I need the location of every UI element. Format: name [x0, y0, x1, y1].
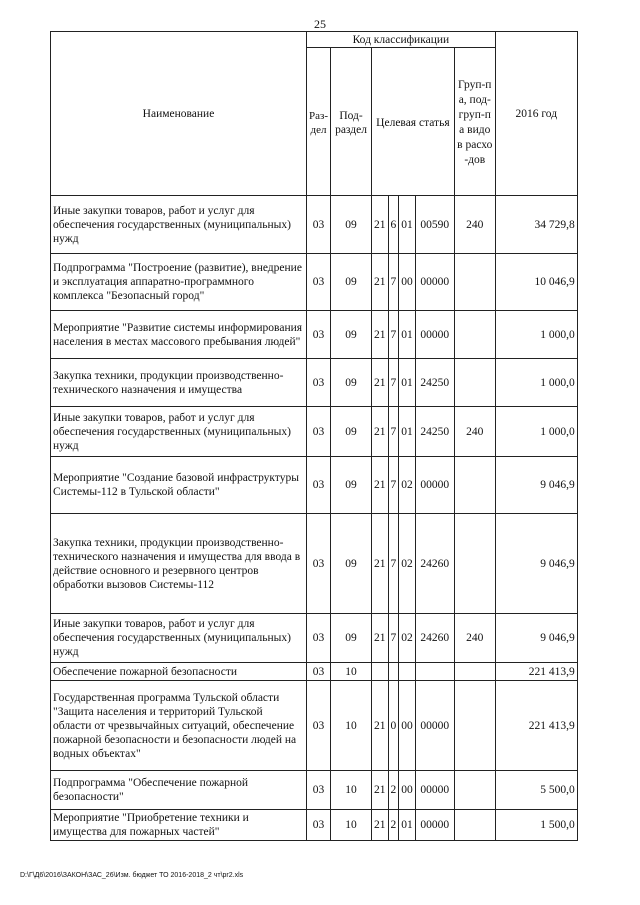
row-target-program: 21 — [372, 514, 389, 614]
row-podrazdel: 10 — [331, 810, 372, 841]
row-name: Мероприятие "Развитие системы информирования населения в местах массового пребывания людей" — [51, 311, 307, 359]
row-razdel: 03 — [307, 681, 331, 771]
row-target-program — [372, 663, 389, 681]
row-target-program: 21 — [372, 196, 389, 254]
table-row — [51, 196, 578, 254]
row-target-direction: 24260 — [415, 514, 454, 614]
row-expense-group — [454, 681, 495, 771]
row-target-direction: 00000 — [415, 311, 454, 359]
row-target-event: 02 — [399, 614, 416, 663]
row-target-event — [399, 663, 416, 681]
table-row — [51, 663, 578, 681]
row-target-direction: 24250 — [415, 407, 454, 457]
row-amount: 34 729,8 — [495, 196, 577, 254]
row-podrazdel: 10 — [331, 771, 372, 810]
row-name: Иные закупки товаров, работ и услуг для обеспечения государственных (муниципальных) нужд — [51, 407, 307, 457]
row-target-direction: 00000 — [415, 810, 454, 841]
row-target-subprogram: 0 — [388, 681, 399, 771]
row-podrazdel: 09 — [331, 196, 372, 254]
row-expense-group — [454, 254, 495, 311]
row-target-program: 21 — [372, 359, 389, 407]
row-name: Государственная программа Тульской области "Защита населения и территорий Тульской области от чрезвычайных ситуаций, обеспечение пожарной безопасности и безопасности людей на водных объектах" — [51, 681, 307, 771]
row-amount: 221 413,9 — [495, 681, 577, 771]
row-expense-group — [454, 514, 495, 614]
table-row — [51, 810, 578, 841]
row-amount: 1 000,0 — [495, 359, 577, 407]
table-row — [51, 771, 578, 810]
row-target-direction: 00000 — [415, 457, 454, 514]
row-razdel: 03 — [307, 457, 331, 514]
row-expense-group — [454, 663, 495, 681]
row-podrazdel: 09 — [331, 614, 372, 663]
row-target-subprogram: 7 — [388, 311, 399, 359]
row-target-event: 01 — [399, 407, 416, 457]
table-row — [51, 614, 578, 663]
row-razdel: 03 — [307, 514, 331, 614]
row-target-subprogram: 2 — [388, 810, 399, 841]
row-razdel: 03 — [307, 311, 331, 359]
table-row — [51, 514, 578, 614]
row-target-subprogram: 7 — [388, 407, 399, 457]
row-target-event: 02 — [399, 514, 416, 614]
row-name: Мероприятие "Приобретение техники и имущества для пожарных частей" — [51, 810, 307, 841]
row-target-event: 01 — [399, 359, 416, 407]
row-target-event: 00 — [399, 771, 416, 810]
row-target-subprogram: 7 — [388, 514, 399, 614]
row-podrazdel: 10 — [331, 681, 372, 771]
row-amount: 1 500,0 — [495, 810, 577, 841]
row-expense-group — [454, 771, 495, 810]
table-row — [51, 681, 578, 771]
table-row — [51, 359, 578, 407]
row-name: Иные закупки товаров, работ и услуг для обеспечения государственных (муниципальных) нужд — [51, 196, 307, 254]
header-expense-group: Груп-па, под-груп-па видов расхо-дов — [454, 48, 495, 196]
row-target-event: 02 — [399, 457, 416, 514]
row-podrazdel: 09 — [331, 359, 372, 407]
row-name: Закупка техники, продукции производственно-технического назначения и имущества — [51, 359, 307, 407]
row-target-subprogram — [388, 663, 399, 681]
table-row — [51, 311, 578, 359]
row-amount: 9 046,9 — [495, 457, 577, 514]
header-classification: Код классификации — [307, 32, 496, 48]
row-podrazdel: 10 — [331, 663, 372, 681]
row-target-subprogram: 7 — [388, 457, 399, 514]
row-target-subprogram: 7 — [388, 614, 399, 663]
row-razdel: 03 — [307, 359, 331, 407]
row-razdel: 03 — [307, 196, 331, 254]
row-target-event: 00 — [399, 681, 416, 771]
row-amount: 9 046,9 — [495, 514, 577, 614]
row-amount: 9 046,9 — [495, 614, 577, 663]
row-podrazdel: 09 — [331, 407, 372, 457]
row-expense-group — [454, 311, 495, 359]
table-row — [51, 457, 578, 514]
row-expense-group: 240 — [454, 614, 495, 663]
row-target-event: 01 — [399, 810, 416, 841]
row-target-program: 21 — [372, 311, 389, 359]
row-expense-group — [454, 457, 495, 514]
row-target-subprogram: 7 — [388, 254, 399, 311]
row-target-program: 21 — [372, 681, 389, 771]
row-podrazdel: 09 — [331, 457, 372, 514]
row-expense-group: 240 — [454, 196, 495, 254]
page-number: 25 — [314, 17, 326, 31]
row-target-program: 21 — [372, 254, 389, 311]
row-name: Иные закупки товаров, работ и услуг для обеспечения государственных (муниципальных) нужд — [51, 614, 307, 663]
row-target-direction: 00000 — [415, 771, 454, 810]
row-amount: 5 500,0 — [495, 771, 577, 810]
row-expense-group — [454, 810, 495, 841]
row-razdel: 03 — [307, 614, 331, 663]
table-row — [51, 407, 578, 457]
row-amount: 10 046,9 — [495, 254, 577, 311]
row-target-program: 21 — [372, 771, 389, 810]
row-razdel: 03 — [307, 407, 331, 457]
row-podrazdel: 09 — [331, 254, 372, 311]
row-name: Подпрограмма "Обеспечение пожарной безопасности" — [51, 771, 307, 810]
row-razdel: 03 — [307, 254, 331, 311]
row-amount: 1 000,0 — [495, 407, 577, 457]
row-target-subprogram: 2 — [388, 771, 399, 810]
row-target-event: 01 — [399, 196, 416, 254]
row-target-direction: 24250 — [415, 359, 454, 407]
header-year: 2016 год — [495, 32, 577, 196]
row-target-program: 21 — [372, 614, 389, 663]
header-subsection: Под-раздел — [331, 48, 372, 196]
file-path-footer: D:\Г\Д6\2016\ЗАКОН\ЗАС_26\Изм. бюджет ТО 2016-2018_2 чт\pr2.xls — [20, 872, 244, 879]
table-row — [51, 254, 578, 311]
row-target-direction — [415, 663, 454, 681]
row-target-direction: 24260 — [415, 614, 454, 663]
row-name: Подпрограмма "Построение (развитие), внедрение и эксплуатация аппаратно-программного комплекса "Безопасный город" — [51, 254, 307, 311]
row-target-program: 21 — [372, 407, 389, 457]
row-amount: 221 413,9 — [495, 663, 577, 681]
row-target-program: 21 — [372, 810, 389, 841]
row-target-direction: 00000 — [415, 254, 454, 311]
header-target-item: Целевая статья — [372, 48, 455, 196]
row-expense-group: 240 — [454, 407, 495, 457]
row-target-event: 01 — [399, 311, 416, 359]
row-target-program: 21 — [372, 457, 389, 514]
row-expense-group — [454, 359, 495, 407]
row-target-event: 00 — [399, 254, 416, 311]
row-target-subprogram: 7 — [388, 359, 399, 407]
header-name: Наименование — [51, 32, 307, 196]
row-razdel: 03 — [307, 810, 331, 841]
row-name: Мероприятие "Создание базовой инфраструктуры Системы-112 в Тульской области" — [51, 457, 307, 514]
budget-table — [50, 31, 578, 841]
row-podrazdel: 09 — [331, 311, 372, 359]
row-amount: 1 000,0 — [495, 311, 577, 359]
row-target-subprogram: 6 — [388, 196, 399, 254]
row-podrazdel: 09 — [331, 514, 372, 614]
row-target-direction: 00590 — [415, 196, 454, 254]
row-razdel: 03 — [307, 663, 331, 681]
row-name: Закупка техники, продукции производственно-технического назначения и имущества для ввода в действие основного и резервного центров обработки вызовов Системы-112 — [51, 514, 307, 614]
row-name: Обеспечение пожарной безопасности — [51, 663, 307, 681]
header-section: Раз-дел — [307, 48, 331, 196]
row-razdel: 03 — [307, 771, 331, 810]
row-target-direction: 00000 — [415, 681, 454, 771]
